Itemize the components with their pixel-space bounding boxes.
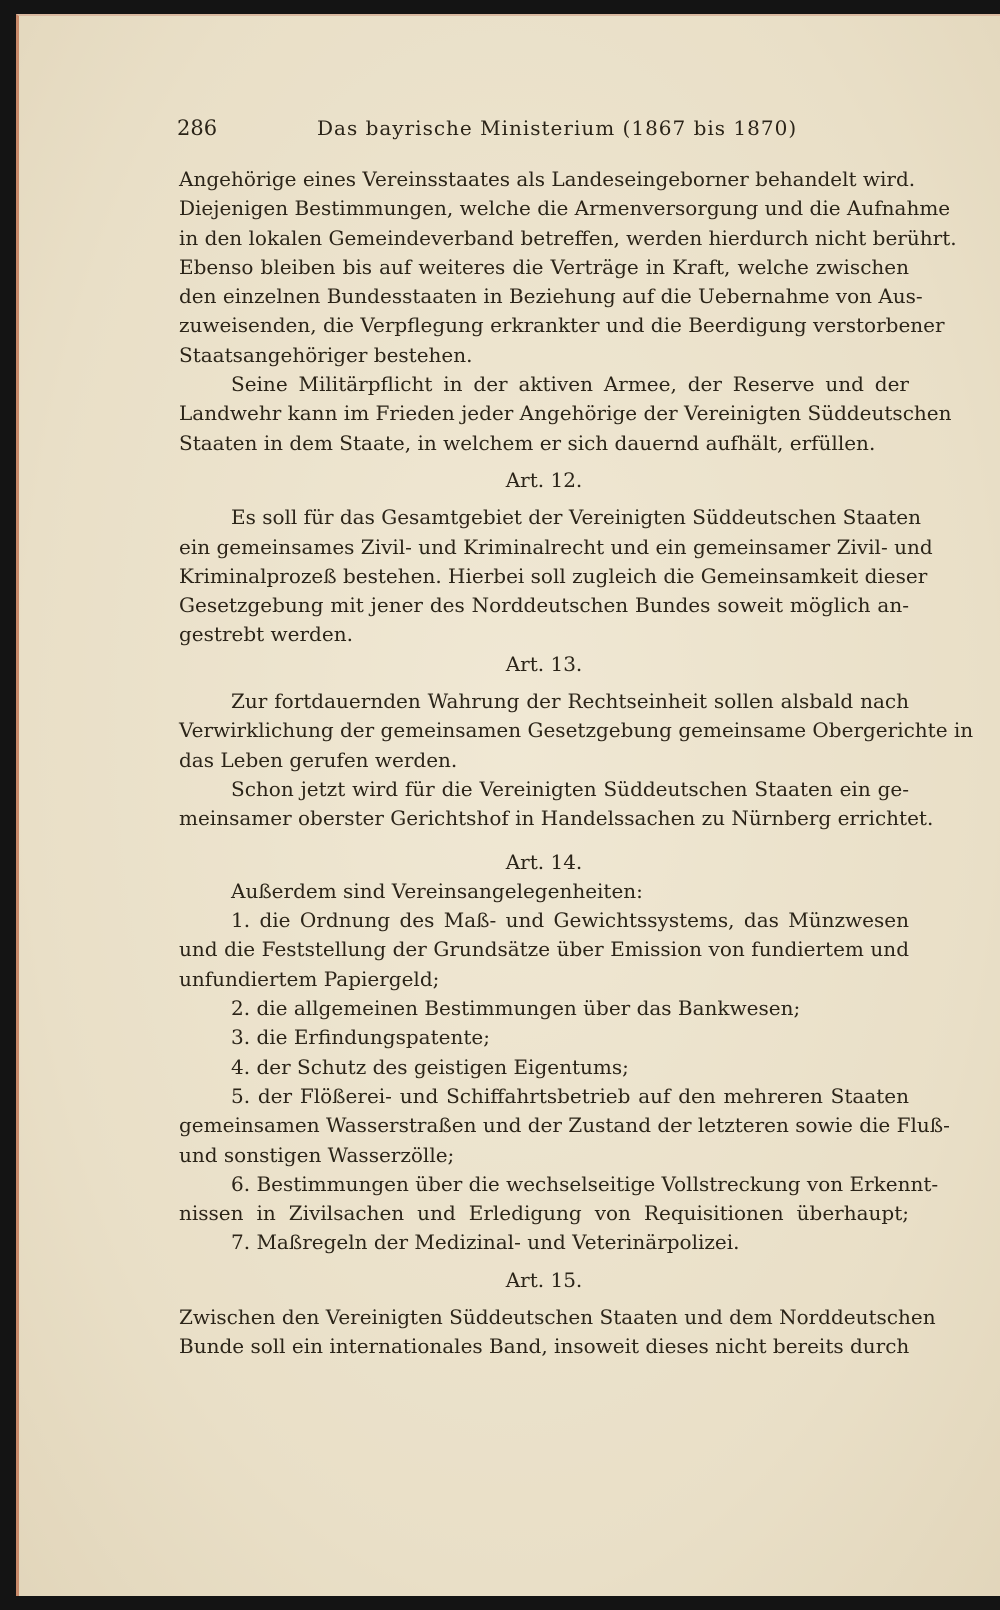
list-item: 3. die Erfindungspatente; <box>231 1025 490 1050</box>
text-line: das Leben gerufen werden. <box>179 747 458 772</box>
list-item: 4. der Schutz des geistigen Eigentums; <box>231 1054 629 1079</box>
text-line: nissen in Zivilsachen und Erledigung von Requisitionen überhaupt; <box>179 1201 909 1226</box>
text-line: gemeinsamen Wasserstraßen und der Zustand der letzteren sowie die Fluß- <box>179 1113 950 1138</box>
article-heading-15: Art. 15. <box>505 1267 583 1292</box>
text-line: Gesetzgebung mit jener des Norddeutschen Bundes soweit möglich an- <box>179 593 909 618</box>
text-line: Landwehr kann im Frieden jeder Angehörige der Vereinigten Süddeutschen <box>179 401 952 426</box>
text-line: Angehörige eines Vereinsstaates als Landeseingeborner behandelt wird. <box>179 167 916 191</box>
list-item: 1. die Ordnung des Maß- und Gewichtssystems, das Münzwesen <box>231 908 909 933</box>
text-line: Bunde soll ein internationales Band, insoweit dieses nicht bereits durch <box>179 1334 910 1359</box>
text-line: Zwischen den Vereinigten Süddeutschen Staaten und dem Norddeutschen <box>179 1304 936 1329</box>
text-line: unfundiertem Papiergeld; <box>179 966 440 991</box>
text-line: Ebenso bleiben bis auf weiteres die Verträge in Kraft, welche zwischen <box>179 254 909 279</box>
text-line: in den lokalen Gemeindeverband betreffen, werden hierdurch nicht berührt. <box>179 225 957 250</box>
running-title: Das bayrische Ministerium (1867 bis 1870) <box>317 116 798 140</box>
text-line: Seine Militärpflicht in der aktiven Armee, der Reserve und der <box>231 372 909 397</box>
text-line: zuweisenden, die Verpflegung erkrankter und die Beerdigung verstorbener <box>179 313 945 338</box>
text-line: Kriminalprozeß bestehen. Hierbei soll zugleich die Gemeinsamkeit dieser <box>179 563 928 588</box>
list-item: 2. die allgemeinen Bestimmungen über das Bankwesen; <box>231 996 801 1021</box>
text-line: Verwirklichung der gemeinsamen Gesetzgebung gemeinsame Obergerichte in <box>179 718 974 743</box>
text-line: Schon jetzt wird für die Vereinigten Süddeutschen Staaten ein ge- <box>231 776 909 801</box>
text-line: meinsamer oberster Gerichtshof in Handelssachen zu Nürnberg errichtet. <box>179 806 934 831</box>
article-heading-13: Art. 13. <box>505 651 583 676</box>
article-heading-12: Art. 12. <box>505 467 583 492</box>
list-item: 5. der Flößerei- und Schiffahrtsbetrieb auf den mehreren Staaten <box>231 1083 909 1108</box>
text-line: Zur fortdauernden Wahrung der Rechtseinheit sollen alsbald nach <box>231 689 909 714</box>
text-line: und die Feststellung der Grundsätze über Emission von fundiertem und <box>179 937 909 962</box>
page-number: 286 <box>177 116 218 140</box>
text-line: den einzelnen Bundesstaaten in Beziehung auf die Uebernahme von Aus- <box>179 284 923 309</box>
text-line: gestrebt werden. <box>179 622 353 647</box>
article-heading-14: Art. 14. <box>505 849 583 874</box>
page-text <box>179 165 974 1362</box>
text-line: Staaten in dem Staate, in welchem er sich dauernd aufhält, erfüllen. <box>179 430 876 455</box>
list-item: 6. Bestimmungen über die wechselseitige Vollstreckung von Erkennt- <box>231 1171 939 1196</box>
text-line: und sonstigen Wasserzölle; <box>179 1142 455 1167</box>
page-header <box>177 116 911 146</box>
text-line: Außerdem sind Vereinsangelegenheiten: <box>231 878 643 903</box>
text-line: ein gemeinsames Zivil- und Kriminalrecht und ein gemeinsamer Zivil- und <box>179 534 933 559</box>
list-item: 7. Maßregeln der Medizinal- und Veterinärpolizei. <box>231 1230 740 1255</box>
text-line: Staatsangehöriger bestehen. <box>179 342 473 367</box>
text-line: Es soll für das Gesamtgebiet der Vereinigten Süddeutschen Staaten <box>231 505 921 530</box>
text-line: Diejenigen Bestimmungen, welche die Armenversorgung und die Aufnahme <box>179 196 951 221</box>
